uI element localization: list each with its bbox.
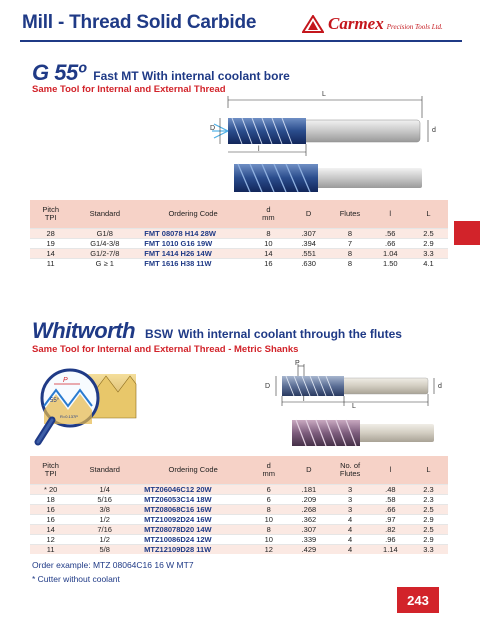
cell-d: 8 [248, 525, 289, 535]
cell-d: 16 [248, 259, 289, 269]
table-row [30, 249, 448, 259]
dim-d-label-2: d [438, 383, 442, 390]
profile-angle-label: 55° [50, 398, 60, 404]
cell-flutes: 3 [328, 505, 371, 515]
section2-heading [32, 318, 402, 344]
section1-subtitle: Same Tool for Internal and External Thread [32, 84, 226, 95]
fmt-table-body [30, 229, 448, 269]
section2-title: Whitworth [32, 318, 136, 343]
mtz-spec-table [30, 456, 448, 554]
cell-pitch: 14 [30, 249, 71, 259]
cell-standard: G1/8 [71, 229, 138, 239]
table-row [30, 485, 448, 495]
cell-l: .82 [372, 525, 409, 535]
fmt-tool-drawing [200, 90, 450, 200]
table-row [30, 515, 448, 525]
cell-d: 6 [248, 485, 289, 495]
cell-code: MTZ10092D24 16W [138, 515, 248, 525]
cell-flutes: 4 [328, 535, 371, 545]
cell-flutes: 8 [328, 249, 371, 259]
cell-pitch: 18 [30, 495, 71, 505]
cell-L: 3.3 [409, 545, 448, 555]
col-flutes: No. of Flutes [328, 456, 371, 485]
cell-L: 4.1 [409, 259, 448, 269]
col-D: D [289, 456, 328, 485]
order-example: Order example: MTZ 08064C16 16 W MT7 [32, 560, 194, 570]
profile-radius-label: R=0.137P [60, 414, 78, 419]
table-header-row [30, 456, 448, 485]
table-header-row [30, 200, 448, 229]
mtz-table-body [30, 485, 448, 555]
cell-l: .58 [372, 495, 409, 505]
dim-L-label-2: L [352, 403, 356, 410]
section1-heading [32, 60, 290, 86]
cell-pitch: 11 [30, 259, 71, 269]
cell-d: 10 [248, 535, 289, 545]
cell-l: 1.50 [372, 259, 409, 269]
cell-D: .362 [289, 515, 328, 525]
cell-code: FMT 1616 H38 11W [138, 259, 248, 269]
cell-standard: G1/4-3/8 [71, 239, 138, 249]
cell-d: 12 [248, 545, 289, 555]
cell-l: .66 [372, 239, 409, 249]
cell-code: MTZ12109D28 11W [138, 545, 248, 555]
cell-D: .429 [289, 545, 328, 555]
cell-flutes: 4 [328, 545, 371, 555]
brand-logo [302, 14, 443, 34]
section-tab-marker [454, 221, 480, 245]
dim-d-label: d [432, 127, 436, 134]
col-standard: Standard [71, 456, 138, 485]
cell-flutes: 7 [328, 239, 371, 249]
cell-L: 2.9 [409, 535, 448, 545]
cell-L: 2.5 [409, 525, 448, 535]
cell-standard: 1/4 [71, 485, 138, 495]
section2-description: With internal coolant through the flutes [178, 327, 402, 341]
cell-d: 10 [248, 239, 289, 249]
cell-code: MTZ06046C12 20W [138, 485, 248, 495]
col-d: d mm [248, 200, 289, 229]
col-L: L [409, 456, 448, 485]
table-row [30, 505, 448, 515]
cell-pitch: 16 [30, 515, 71, 525]
cell-flutes: 8 [328, 229, 371, 239]
cell-code: FMT 1010 G16 19W [138, 239, 248, 249]
footnote: * Cutter without coolant [32, 574, 120, 584]
col-pitch: Pitch TPI [30, 456, 71, 485]
col-standard: Standard [71, 200, 138, 229]
cell-D: .307 [289, 525, 328, 535]
dim-D-label: D [210, 125, 216, 132]
profile-pitch-label: P [63, 377, 68, 384]
cell-pitch: 12 [30, 535, 71, 545]
cell-D: .307 [289, 229, 328, 239]
cell-L: 2.5 [409, 505, 448, 515]
col-pitch: Pitch TPI [30, 200, 71, 229]
section2-code: BSW [145, 327, 174, 341]
cell-L: 2.3 [409, 495, 448, 505]
carmex-logo-icon [302, 15, 324, 33]
cell-pitch: * 20 [30, 485, 71, 495]
cell-standard: G ≥ 1 [71, 259, 138, 269]
cell-L: 2.3 [409, 485, 448, 495]
cell-D: .268 [289, 505, 328, 515]
cell-code: MTZ08078D20 14W [138, 525, 248, 535]
cell-d: 14 [248, 249, 289, 259]
table-row [30, 535, 448, 545]
section2-subtitle: Same Tool for Internal and External Thread - Metric Shanks [32, 344, 299, 355]
cell-code: FMT 08078 H14 28W [138, 229, 248, 239]
section1-description: Fast MT With internal coolant bore [93, 69, 290, 83]
dim-l-label: l [258, 146, 260, 153]
cell-flutes: 4 [328, 515, 371, 525]
brand-tagline: Precision Tools Ltd. [386, 22, 443, 31]
table-row [30, 239, 448, 249]
cell-l: .97 [372, 515, 409, 525]
page-title: Mill - Thread Solid Carbide [22, 12, 257, 33]
cell-D: .209 [289, 495, 328, 505]
table-row [30, 229, 448, 239]
cell-standard: 1/2 [71, 535, 138, 545]
cell-code: MTZ08068C16 16W [138, 505, 248, 515]
col-L: L [409, 200, 448, 229]
fmt-spec-table [30, 200, 448, 268]
cell-code: MTZ06053C14 18W [138, 495, 248, 505]
table-row [30, 525, 448, 535]
title-rule [20, 40, 462, 42]
section1-code: G 55º [32, 60, 86, 85]
cell-code: FMT 1414 H26 14W [138, 249, 248, 259]
cell-D: .181 [289, 485, 328, 495]
thread-profile-magnifier-icon [30, 362, 140, 448]
cell-D: .394 [289, 239, 328, 249]
cell-pitch: 11 [30, 545, 71, 555]
col-l: l [372, 456, 409, 485]
table-row [30, 495, 448, 505]
cell-flutes: 3 [328, 495, 371, 505]
cell-L: 2.9 [409, 515, 448, 525]
cell-pitch: 16 [30, 505, 71, 515]
cell-flutes: 3 [328, 485, 371, 495]
cell-D: .630 [289, 259, 328, 269]
table-row [30, 545, 448, 555]
cell-l: .96 [372, 535, 409, 545]
cell-standard: 7/16 [71, 525, 138, 535]
cell-L: 2.9 [409, 239, 448, 249]
col-D: D [289, 200, 328, 229]
brand-name: Carmex [328, 14, 384, 33]
cell-pitch: 19 [30, 239, 71, 249]
cell-l: 1.04 [372, 249, 409, 259]
col-flutes: Flutes [328, 200, 371, 229]
cell-l: .48 [372, 485, 409, 495]
col-ordering-code: Ordering Code [138, 456, 248, 485]
cell-pitch: 14 [30, 525, 71, 535]
page-number: 243 [397, 587, 439, 613]
dim-l-label-2: l [303, 396, 305, 403]
col-ordering-code: Ordering Code [138, 200, 248, 229]
cell-standard: 3/8 [71, 505, 138, 515]
dim-P-label: P [295, 360, 300, 367]
cell-L: 2.5 [409, 229, 448, 239]
cell-d: 8 [248, 505, 289, 515]
cell-l: 1.14 [372, 545, 409, 555]
cell-d: 6 [248, 495, 289, 505]
cell-flutes: 4 [328, 525, 371, 535]
cell-d: 10 [248, 515, 289, 525]
table-row [30, 259, 448, 269]
col-l: l [372, 200, 409, 229]
cell-standard: 5/16 [71, 495, 138, 505]
cell-standard: 1/2 [71, 515, 138, 525]
cell-L: 3.3 [409, 249, 448, 259]
cell-l: .56 [372, 229, 409, 239]
col-d: d mm [248, 456, 289, 485]
cell-standard: G1/2-7/8 [71, 249, 138, 259]
dim-D-label-2: D [265, 383, 271, 390]
cell-d: 8 [248, 229, 289, 239]
cell-D: .551 [289, 249, 328, 259]
cell-D: .339 [289, 535, 328, 545]
cell-l: .66 [372, 505, 409, 515]
cell-standard: 5/8 [71, 545, 138, 555]
cell-pitch: 28 [30, 229, 71, 239]
cell-flutes: 8 [328, 259, 371, 269]
cell-code: MTZ10086D24 12W [138, 535, 248, 545]
dim-L-label: L [322, 91, 326, 98]
